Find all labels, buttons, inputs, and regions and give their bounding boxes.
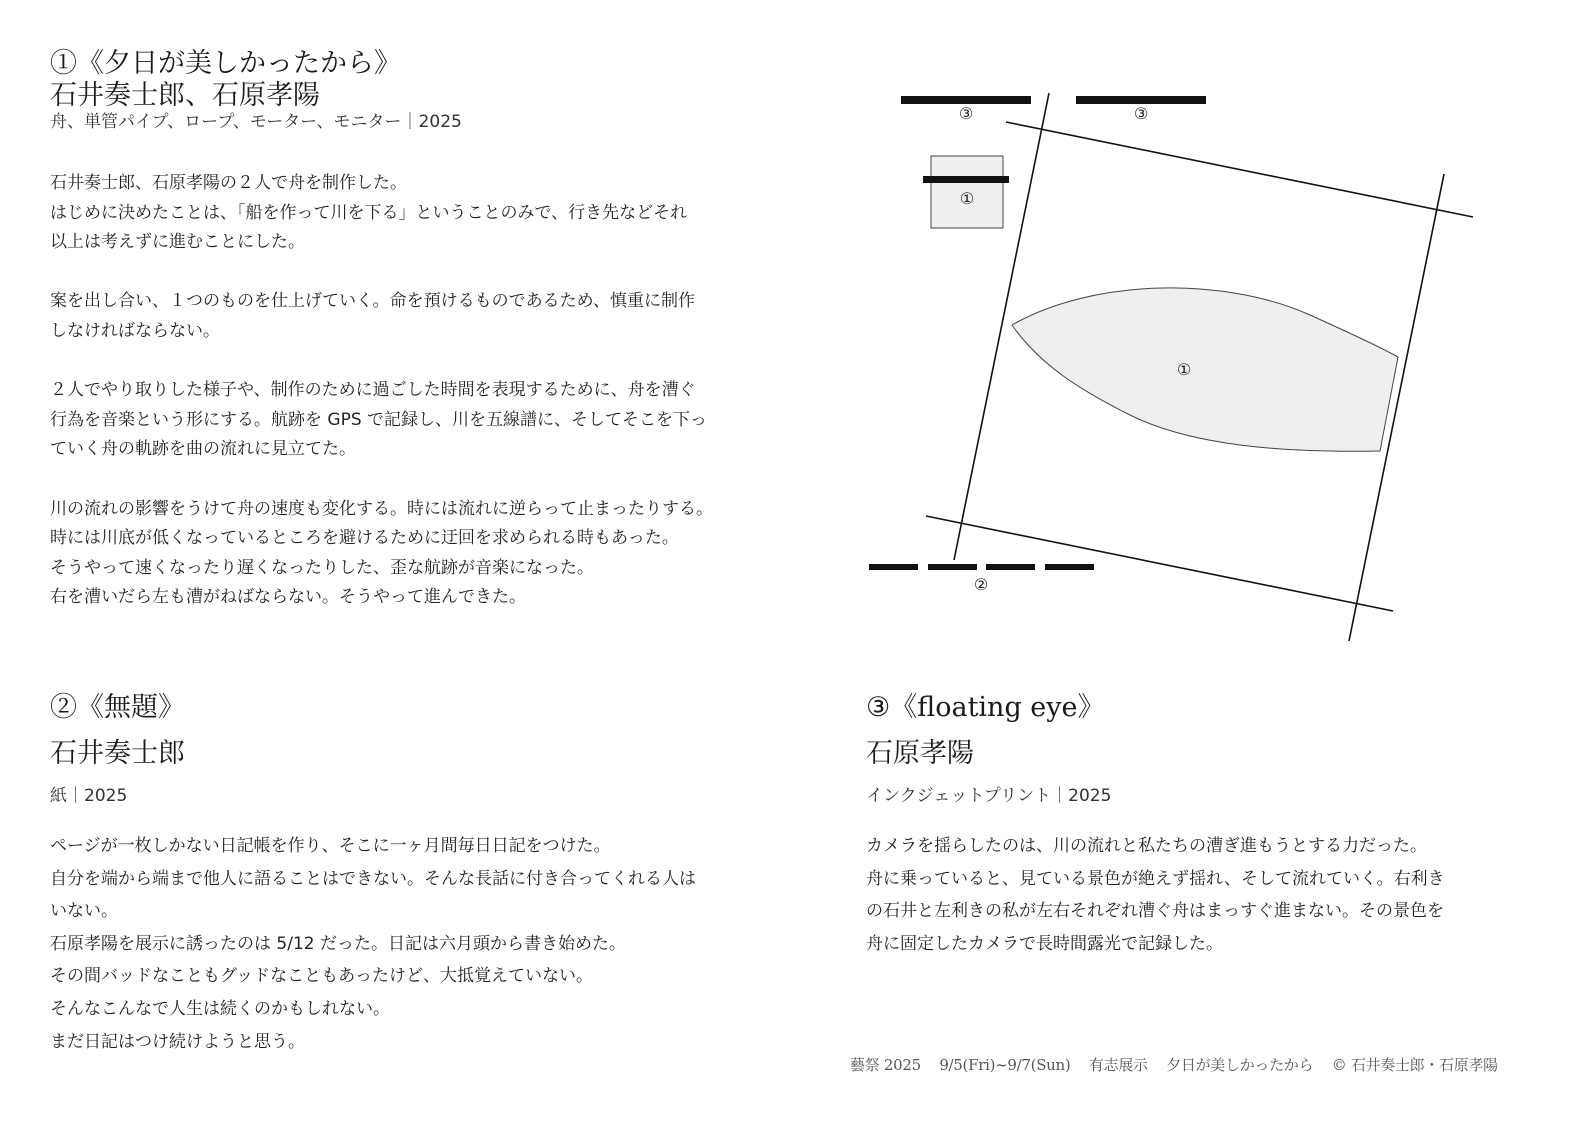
work3-description: [866, 830, 1566, 960]
text-line: まだ日記はつけ続けようと思う。: [50, 1031, 305, 1052]
work2-materials: 紙｜2025: [50, 786, 128, 806]
text-line: ていく舟の軌跡を曲の流れに見立てた。: [50, 439, 356, 460]
text-line: 右を漕いだら左も漕がねばならない。そうやって進んできた。: [50, 587, 526, 608]
work1-boat-shape: [1012, 288, 1398, 451]
footer-exhibit-title: 夕日が美しかったから: [1166, 1056, 1314, 1074]
text-line: そんなこんなで人生は続くのかもしれない。: [50, 998, 390, 1019]
work1-paragraph: [50, 495, 790, 613]
text-line: 自分を端から端まで他人に語ることはできない。そんな長話に付き合ってくれる人は: [50, 868, 696, 889]
work3-title: ③《floating eye》: [866, 692, 1105, 723]
text-line: しなければならない。: [50, 320, 220, 341]
work2-page: [1045, 564, 1094, 570]
footer-event: 藝祭 2025: [850, 1056, 921, 1074]
text-line: ページが一枚しかない日記帳を作り、そこに一ヶ月間毎日日記をつけた。: [50, 836, 611, 856]
work2-title: ②《無題》: [50, 692, 185, 723]
text-line: はじめに決めたことは、「船を作って川を下る」ということのみで、行き先などそれ: [50, 202, 688, 223]
footer: [850, 1054, 1498, 1076]
exhibition-floor-plan: [860, 85, 1520, 655]
text-line: 川の流れの影響をうけて舟の速度も変化する。時には流れに逆らって止まったりする。: [50, 498, 713, 519]
work2-page: [869, 564, 918, 570]
work1-paragraph: [50, 376, 790, 465]
text-line: 案を出し合い、１つのものを仕上げていく。命を預けるものであるため、慎重に制作: [50, 291, 695, 312]
text-line: 以上は考えずに進むことにした。: [50, 232, 305, 253]
work2-artist: 石井奏士郎: [50, 738, 185, 769]
work1-paragraph: [50, 287, 790, 346]
work3-print-left: [901, 96, 1031, 104]
work1-artists: 石井奏士郎、石原孝陽: [50, 80, 320, 111]
wall-bottom: [926, 516, 1393, 611]
text-line: の石井と左利きの私が左右それぞれ漕ぐ舟はまっすぐ進まない。その景色を: [866, 901, 1444, 922]
text-line: 舟に固定したカメラで長時間露光で記録した。: [866, 933, 1223, 954]
work1-paragraph: [50, 169, 790, 258]
text-line: 舟に乗っていると、見ている景色が絶えず揺れ、そして流れていく。右利き: [866, 868, 1445, 889]
text-line: 石井奏士郎、石原孝陽の２人で舟を制作した。: [50, 173, 407, 193]
footer-exhibit-type: 有志展示: [1088, 1056, 1148, 1074]
wall-top: [1006, 122, 1473, 217]
text-line: 行為を音楽という形にする。航跡を GPS で記録し、川を五線譜に、そしてそこを下っ: [50, 409, 708, 430]
text-line: カメラを揺らしたのは、川の流れと私たちの漕ぎ進もうとする力だった。: [866, 836, 1427, 856]
work1-title: ①《夕日が美しかったから》: [50, 48, 401, 79]
text-line: いない。: [50, 901, 118, 922]
work1-materials: 舟、単管パイプ、ロープ、モーター、モニター｜2025: [50, 112, 462, 132]
work1-monitor-label: ①: [959, 189, 975, 208]
work2-page: [928, 564, 977, 570]
work1-monitor-bar: [923, 176, 1009, 183]
text-line: 石原孝陽を展示に誘ったのは 5/12 だった。日記は六月頭から書き始めた。: [50, 933, 626, 954]
footer-copyright: © 石井奏士郎・石原孝陽: [1331, 1056, 1498, 1074]
work3-label-left: ③: [958, 104, 974, 123]
text-line: 時には川底が低くなっているところを避けるために迂回を求められる時もあった。: [50, 528, 679, 549]
work3-label-right: ③: [1133, 104, 1149, 123]
text-line: ２人でやり取りした様子や、制作のために過ごした時間を表現するために、舟を漕ぐ: [50, 380, 696, 401]
work2-page: [986, 564, 1035, 570]
footer-dates: 9/5(Fri)~9/7(Sun): [939, 1056, 1071, 1074]
text-line: そうやって速くなったり遅くなったりした、歪な航跡が音楽になった。: [50, 557, 594, 578]
work1-boat-label: ①: [1176, 360, 1192, 379]
work3-materials: インクジェットプリント｜2025: [866, 786, 1112, 806]
work3-artist: 石原孝陽: [866, 738, 974, 769]
work2-label: ②: [973, 575, 989, 594]
work3-print-right: [1076, 96, 1206, 104]
work2-description: [50, 830, 790, 1058]
work1-description: [50, 169, 790, 613]
text-line: その間バッドなこともグッドなこともあったけど、大抵覚えていない。: [50, 966, 593, 987]
